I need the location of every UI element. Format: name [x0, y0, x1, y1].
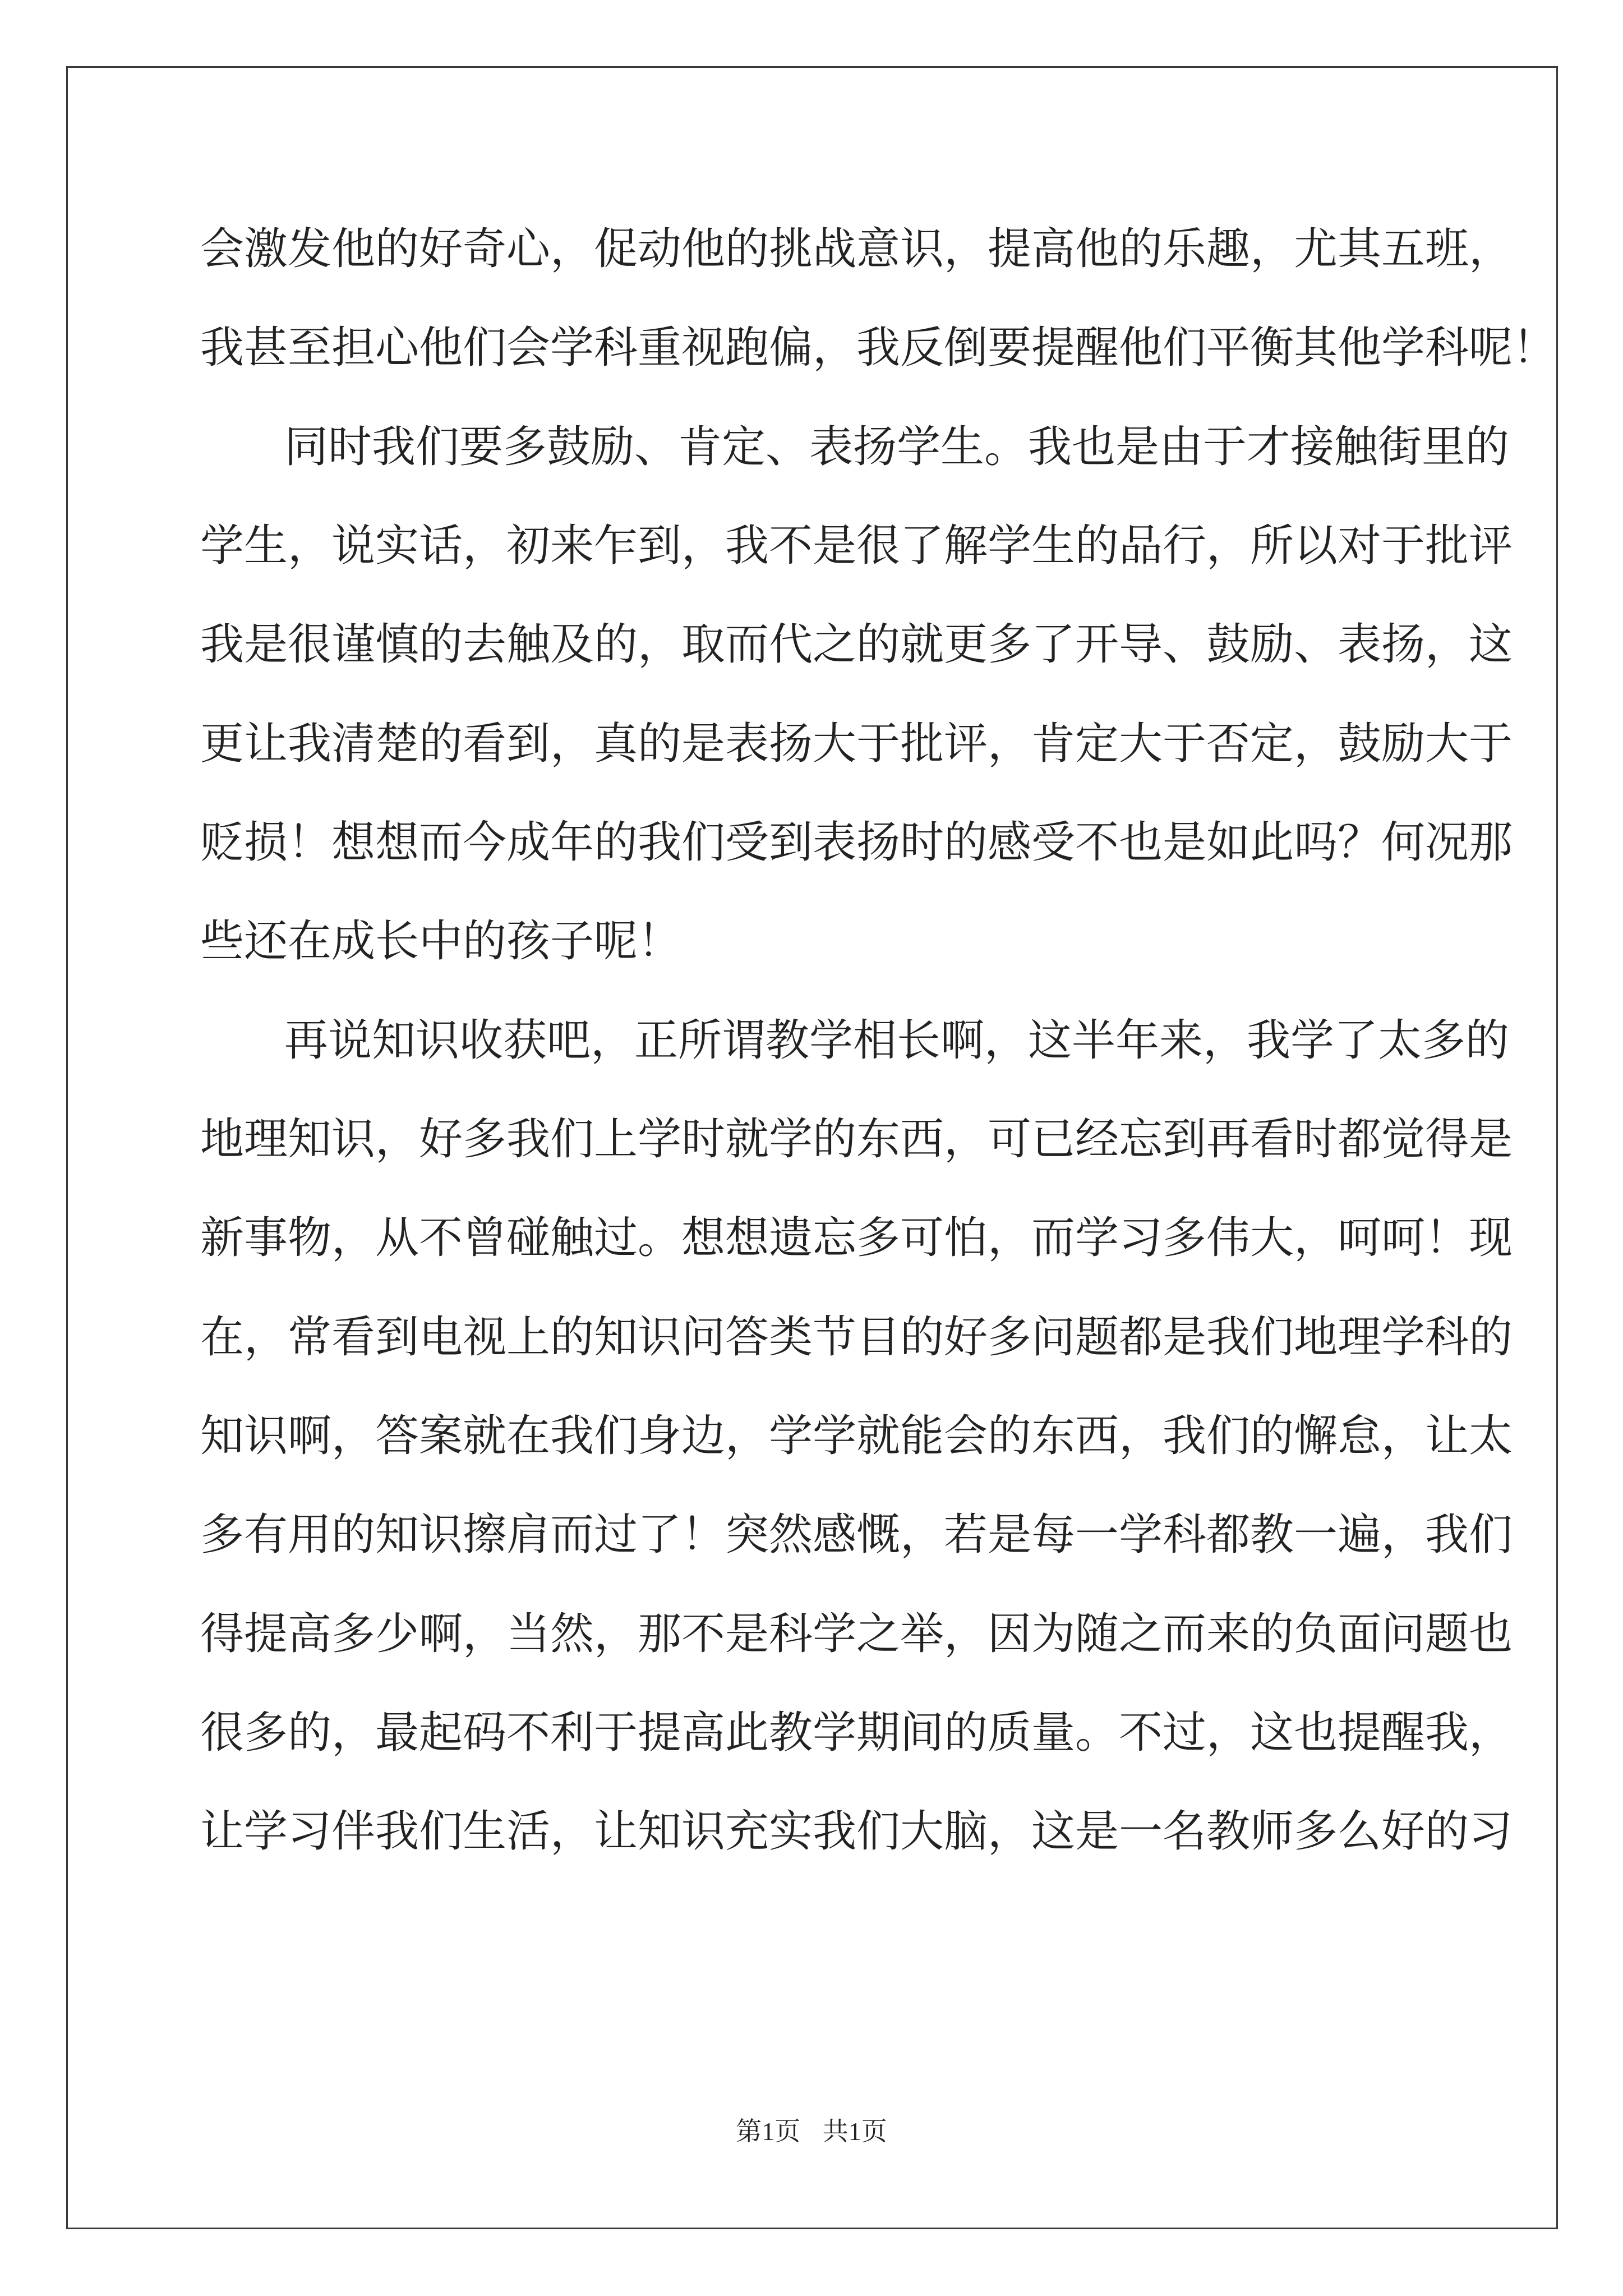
page-total: 共1页 — [822, 2117, 887, 2146]
text-line: 些还在成长中的孩子呢！ — [200, 916, 682, 967]
text-line: 多有用的知识擦肩而过了！突然感慨，若是每一学科都教一遍，我们 — [200, 1510, 1513, 1560]
text-line: 让学习伴我们生活，让知识充实我们大脑，这是一名教师多么好的习 — [200, 1806, 1513, 1857]
text-line: 知识啊，答案就在我们身边，学学就能会的东西，我们的懈怠，让太 — [200, 1411, 1513, 1461]
text-line: 贬损！想想而今成年的我们受到表扬时的感受不也是如此吗？何况那 — [200, 817, 1513, 868]
text-line: 学生，说实话，初来乍到，我不是很了解学生的品行，所以对于批评 — [200, 521, 1513, 571]
text-line: 新事物，从不曾碰触过。想想遗忘多可怕，而学习多伟大，呵呵！现 — [200, 1213, 1513, 1263]
paragraph-start-line: 同时我们要多鼓励、肯定、表扬学生。我也是由于才接触街里的 — [284, 422, 1510, 472]
text-line: 更让我清楚的看到，真的是表扬大于批评，肯定大于否定，鼓励大于 — [200, 719, 1513, 769]
page-number: 第1页 — [736, 2117, 801, 2146]
text-line: 得提高多少啊，当然，那不是科学之举，因为随之而来的负面问题也 — [200, 1609, 1513, 1659]
text-line: 会激发他的好奇心，促动他的挑战意识，提高他的乐趣，尤其五班， — [200, 224, 1513, 274]
text-line: 很多的，最起码不利于提高此教学期间的质量。不过，这也提醒我， — [200, 1708, 1513, 1758]
text-line: 我甚至担心他们会学科重视跑偏，我反倒要提醒他们平衡其他学科呢！ — [200, 323, 1557, 373]
text-line: 地理知识，好多我们上学时就学的东西，可已经忘到再看时都觉得是 — [200, 1114, 1513, 1165]
page-footer — [0, 2111, 1623, 2148]
paragraph-start-line: 再说知识收获吧，正所谓教学相长啊，这半年来，我学了太多的 — [284, 1015, 1510, 1066]
text-line: 在，常看到电视上的知识问答类节目的好多问题都是我们地理学科的 — [200, 1312, 1513, 1363]
text-line: 我是很谨慎的去触及的，取而代之的就更多了开导、鼓励、表扬，这 — [200, 619, 1513, 670]
